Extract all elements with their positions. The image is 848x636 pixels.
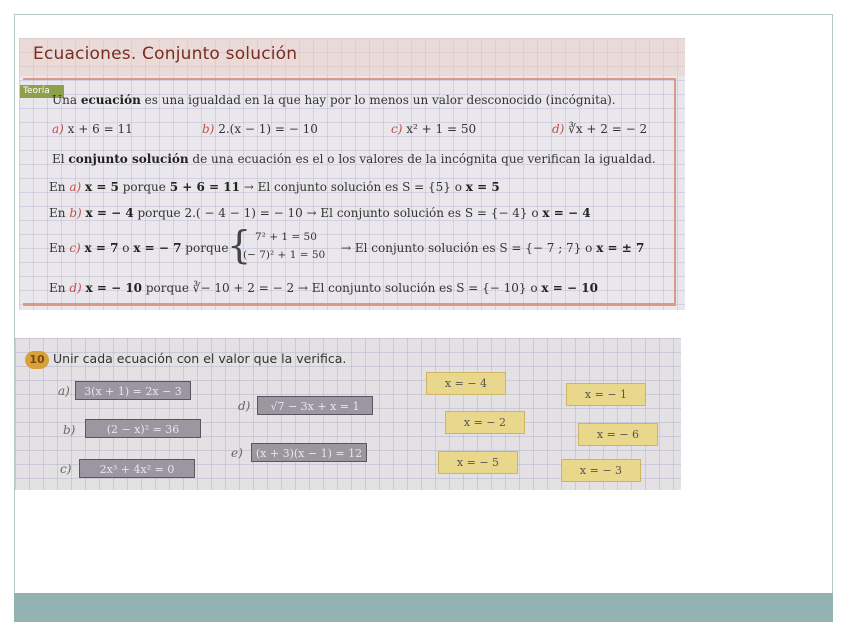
value-box[interactable]: x = − 2 (445, 411, 525, 434)
solution-line-d (49, 281, 598, 295)
sol-pre: En (49, 241, 70, 255)
example-c (391, 122, 476, 136)
solution-line-c (49, 241, 228, 255)
equation-box-a[interactable]: 3(x + 1) = 2x − 3 (75, 381, 191, 400)
sol-or: o (118, 241, 134, 255)
solution-line-c-tail (341, 241, 644, 255)
equation-box-b[interactable]: (2 − x)² = 36 (85, 419, 201, 438)
sol-label: d) (69, 281, 82, 295)
eq-label-c: c) (60, 462, 72, 476)
system-eq-1: 7² + 1 = 50 (255, 231, 317, 243)
system-brace: { (227, 223, 252, 267)
example-a (52, 122, 133, 136)
equation-box-d[interactable]: √7 − 3x + x = 1 (257, 396, 373, 415)
teoria-tag: Teoría (20, 85, 64, 98)
example-label: d) (552, 122, 565, 136)
sol-mid: porque (118, 180, 170, 194)
example-label: b) (202, 122, 215, 136)
intro-line (52, 93, 616, 107)
sol-mid: porque ∛− 10 + 2 = − 2 → El conjunto solución es S = {− 10} o (142, 281, 542, 295)
value-box[interactable]: x = − 4 (426, 372, 506, 395)
sol-result: x = − 4 (542, 206, 591, 220)
example-eq: ∛x + 2 = − 2 (568, 122, 648, 136)
sol-value: x = 7 (84, 241, 119, 255)
exercise-instruction: Unir cada ecuación con el valor que la verifica. (53, 351, 347, 366)
exercise-photo (15, 338, 681, 490)
example-eq: x² + 1 = 50 (406, 122, 477, 136)
sol-result: x = 5 (465, 180, 500, 194)
equation-box-e[interactable]: (x + 3)(x − 1) = 12 (251, 443, 367, 462)
def-pre: El (52, 152, 69, 166)
value-box[interactable]: x = − 5 (438, 451, 518, 474)
solution-line-a (49, 180, 500, 194)
sol-mid: porque (181, 241, 229, 255)
sol-pre: En (49, 206, 70, 220)
solution-line-b (49, 206, 591, 220)
sol-result: x = − 10 (541, 281, 598, 295)
sol-value: x = − 4 (85, 206, 134, 220)
sol-value-2: x = − 7 (133, 241, 182, 255)
eq-label-a: a) (58, 384, 70, 398)
example-eq: x + 6 = 11 (67, 122, 133, 136)
def-post: de una ecuación es el o los valores de la incógnita que verifican la igualdad. (188, 152, 656, 166)
example-b (202, 122, 318, 136)
sol-arrow: → El conjunto solución es S = {5} o (239, 180, 466, 194)
intro-pre: Una (52, 93, 81, 107)
eq-label-e: e) (231, 446, 243, 460)
def-bold: conjunto solución (68, 152, 189, 166)
sol-label: a) (69, 180, 82, 194)
theory-title: Ecuaciones. Conjunto solución (33, 44, 298, 64)
theory-photo (19, 38, 685, 310)
eq-label-d: d) (238, 399, 251, 413)
sol-value: x = 5 (84, 180, 119, 194)
example-d (552, 122, 647, 136)
sol-arrow: → El conjunto solución es S = {− 7 ; 7} o (341, 241, 597, 255)
value-box[interactable]: x = − 1 (566, 383, 646, 406)
sol-mid: porque 2.( − 4 − 1) = − 10 → El conjunto solución es S = {− 4} o (133, 206, 543, 220)
sol-pre: En (49, 281, 70, 295)
example-eq: 2.(x − 1) = − 10 (218, 122, 318, 136)
sol-label: c) (69, 241, 81, 255)
exercise-number: 10 (25, 351, 49, 369)
eq-label-b: b) (63, 423, 76, 437)
sol-result: x = ± 7 (596, 241, 645, 255)
value-box[interactable]: x = − 3 (561, 459, 641, 482)
sol-pre: En (49, 180, 70, 194)
intro-bold: ecuación (80, 93, 141, 107)
sol-value: x = − 10 (85, 281, 143, 295)
value-box[interactable]: x = − 6 (578, 423, 658, 446)
intro-post: es una igualdad en la que hay por lo menos un valor desconocido (incógnita). (140, 93, 616, 107)
system-eq-2: (− 7)² + 1 = 50 (243, 249, 326, 261)
example-label: a) (52, 122, 64, 136)
equation-box-c[interactable]: 2x³ + 4x² = 0 (79, 459, 195, 478)
sol-label: b) (69, 206, 82, 220)
example-label: c) (391, 122, 403, 136)
definition-line (52, 152, 656, 166)
footer-bar (14, 593, 833, 622)
sol-check: 5 + 6 = 11 (169, 180, 240, 194)
